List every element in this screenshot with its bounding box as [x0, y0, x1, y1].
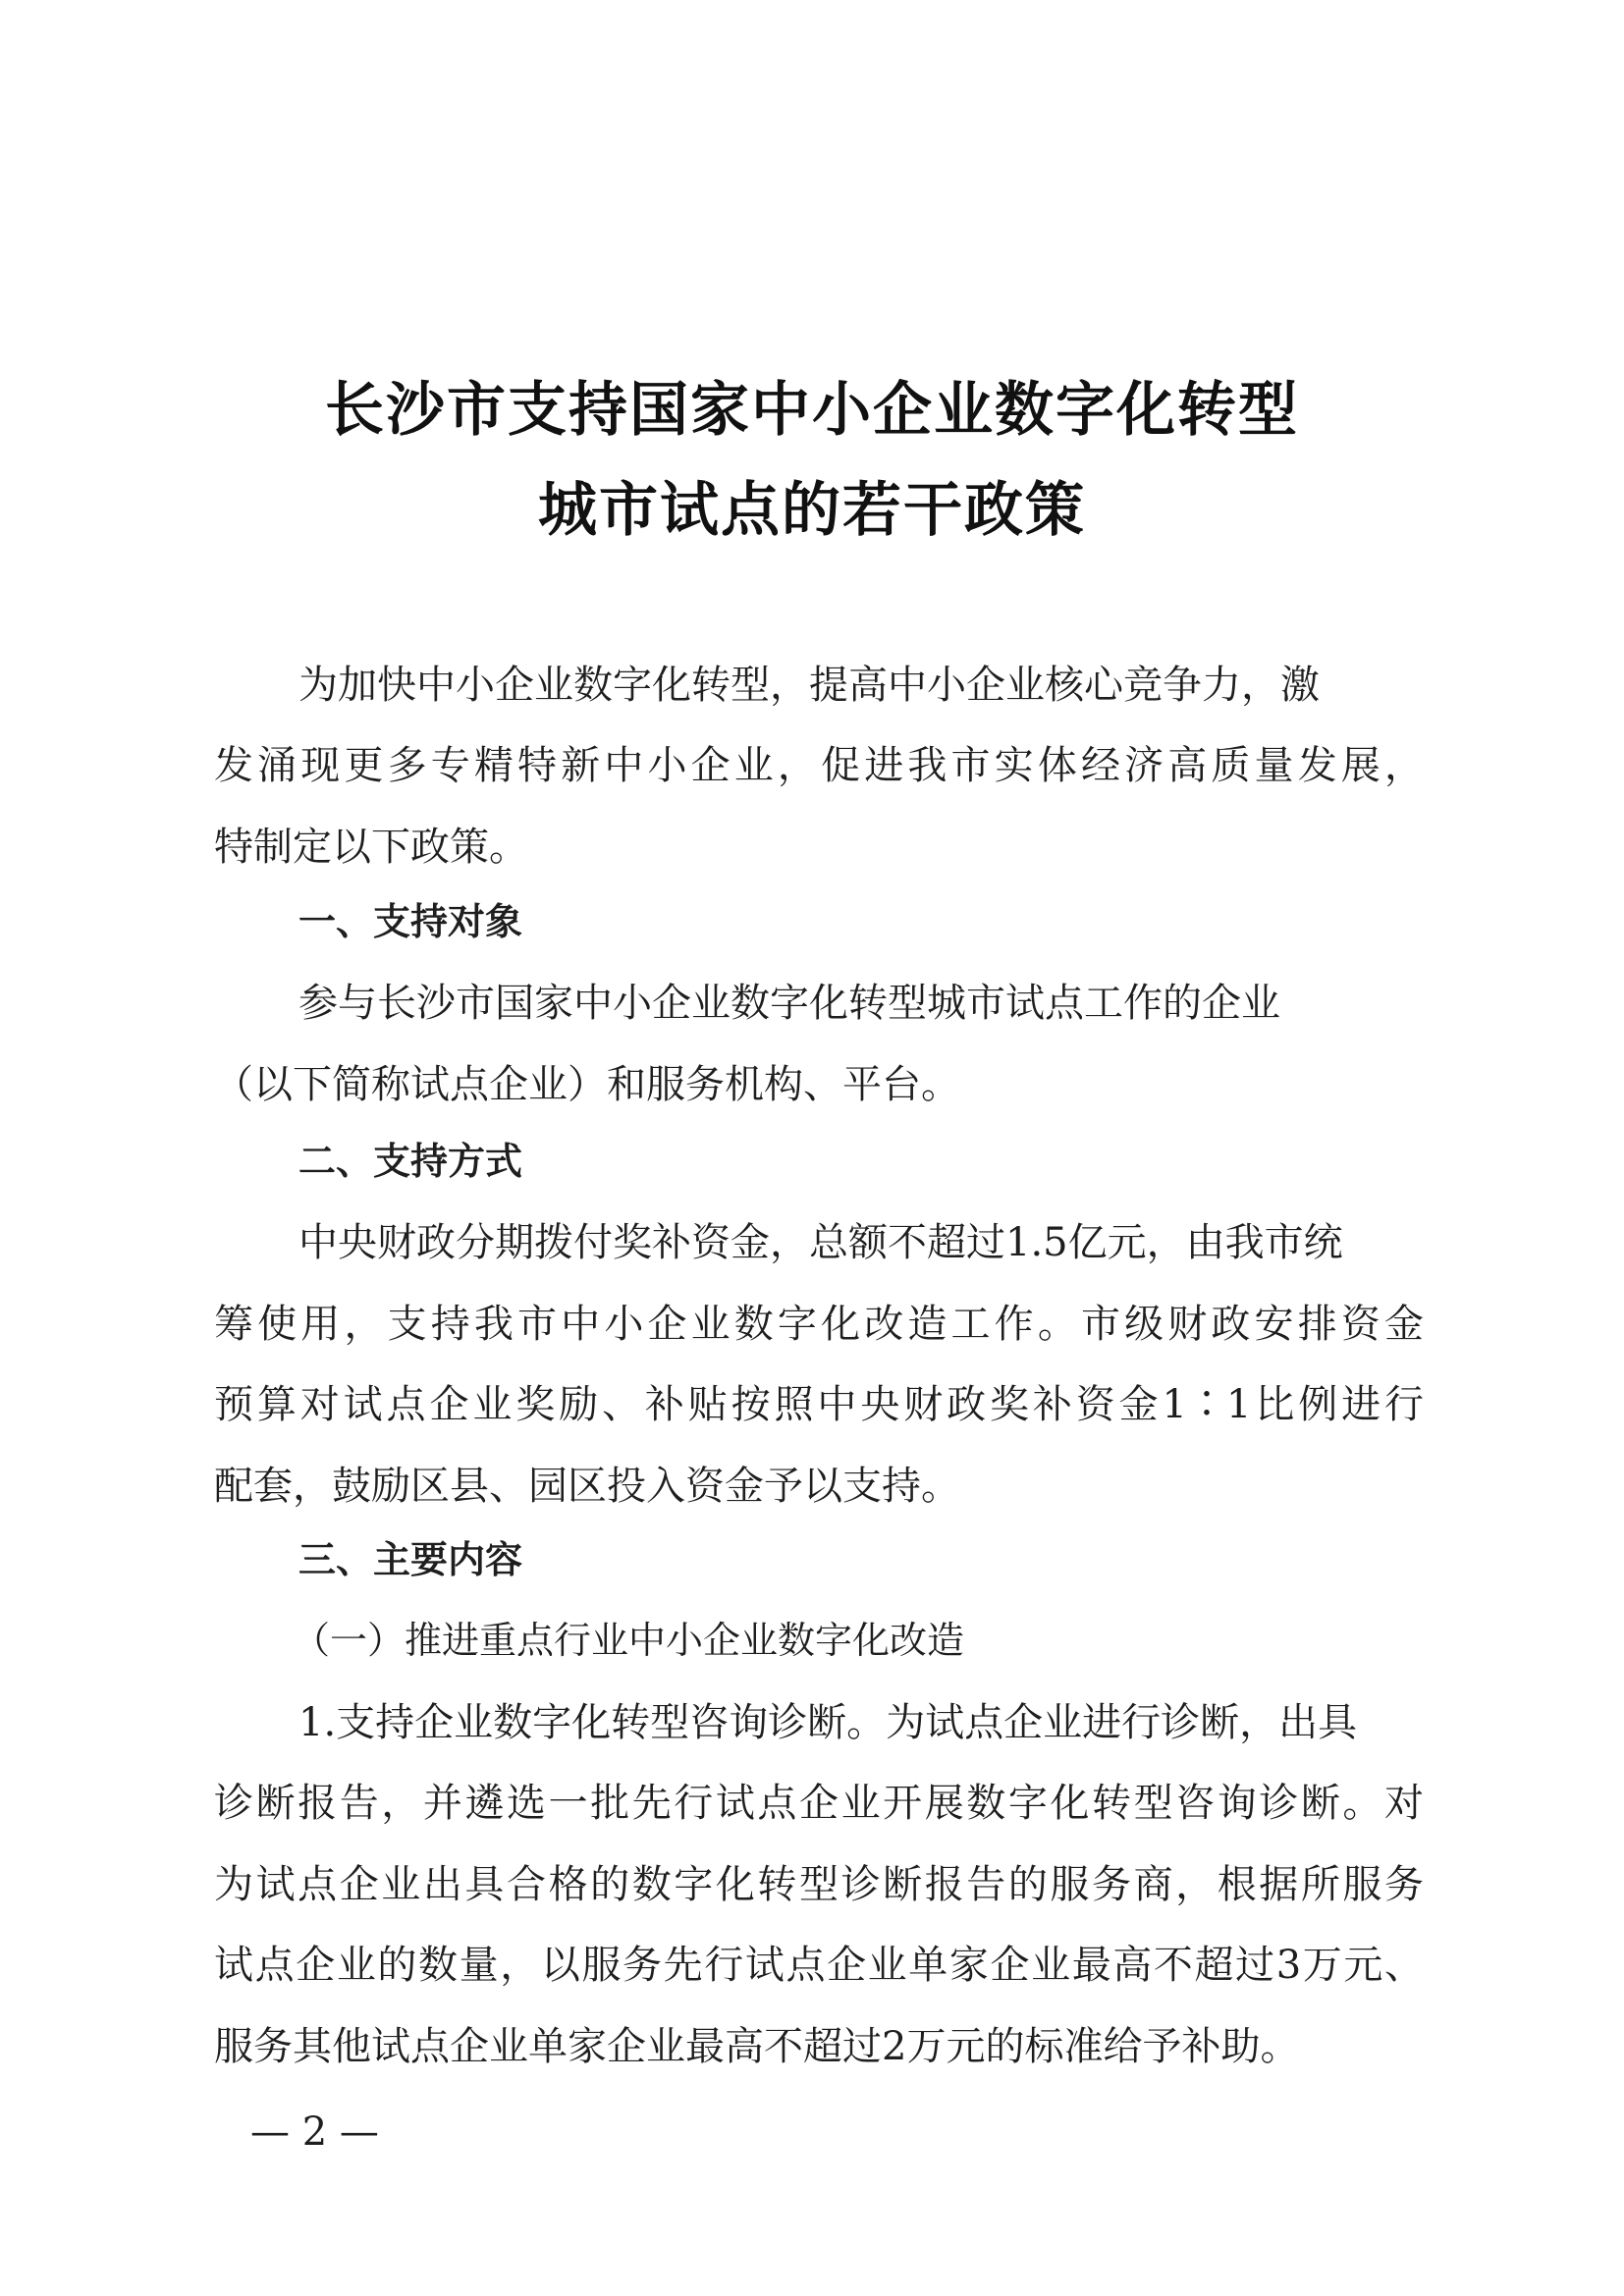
- page-number: — 2 —: [250, 2109, 379, 2155]
- section2-body-line-2: 筹使用，支持我市中小企业数字化改造工作。市级财政安排资金: [214, 1302, 1424, 1347]
- section1-body-line-1: 参与长沙市国家中小企业数字化转型城市试点工作的企业: [298, 981, 1280, 1026]
- section2-body-line-4: 配套，鼓励区县、园区投入资金予以支持。: [214, 1464, 960, 1509]
- section3-item1-line-3: 为试点企业出具合格的数字化转型诊断报告的服务商，根据所服务: [214, 1862, 1424, 1907]
- section3-heading: 三、主要内容: [298, 1538, 523, 1581]
- section2-body-line-1: 中央财政分期拨付奖补资金，总额不超过1.5亿元，由我市统: [298, 1220, 1343, 1265]
- section3-item1-line-4: 试点企业的数量，以服务先行试点企业单家企业最高不超过3万元、: [214, 1943, 1424, 1988]
- section2-body-line-3: 预算对试点企业奖励、补贴按照中央财政奖补资金1∶1比例进行: [214, 1382, 1424, 1427]
- document-title-line-2: 城市试点的若干政策: [538, 476, 1086, 545]
- section3-subheading-1: （一）推进重点行业中小企业数字化改造: [293, 1619, 965, 1662]
- intro-line-3: 特制定以下政策。: [214, 825, 528, 870]
- section3-item1-line-1: 1.支持企业数字化转型咨询诊断。为试点企业进行诊断，出具: [298, 1700, 1358, 1745]
- intro-line-1: 为加快中小企业数字化转型，提高中小企业核心竞争力，激: [298, 663, 1320, 708]
- intro-line-2: 发涌现更多专精特新中小企业，促进我市实体经济高质量发展，: [214, 743, 1424, 788]
- section1-heading: 一、支持对象: [298, 900, 523, 943]
- section2-heading: 二、支持方式: [298, 1140, 523, 1183]
- document-title-line-1: 长沙市支持国家中小企业数字化转型: [325, 376, 1299, 445]
- section3-item1-line-2: 诊断报告，并遴选一批先行试点企业开展数字化转型咨询诊断。对: [214, 1781, 1424, 1826]
- section1-body-line-2: （以下简称试点企业）和服务机构、平台。: [214, 1062, 960, 1107]
- section3-item1-line-5: 服务其他试点企业单家企业最高不超过2万元的标准给予补助。: [214, 2024, 1300, 2069]
